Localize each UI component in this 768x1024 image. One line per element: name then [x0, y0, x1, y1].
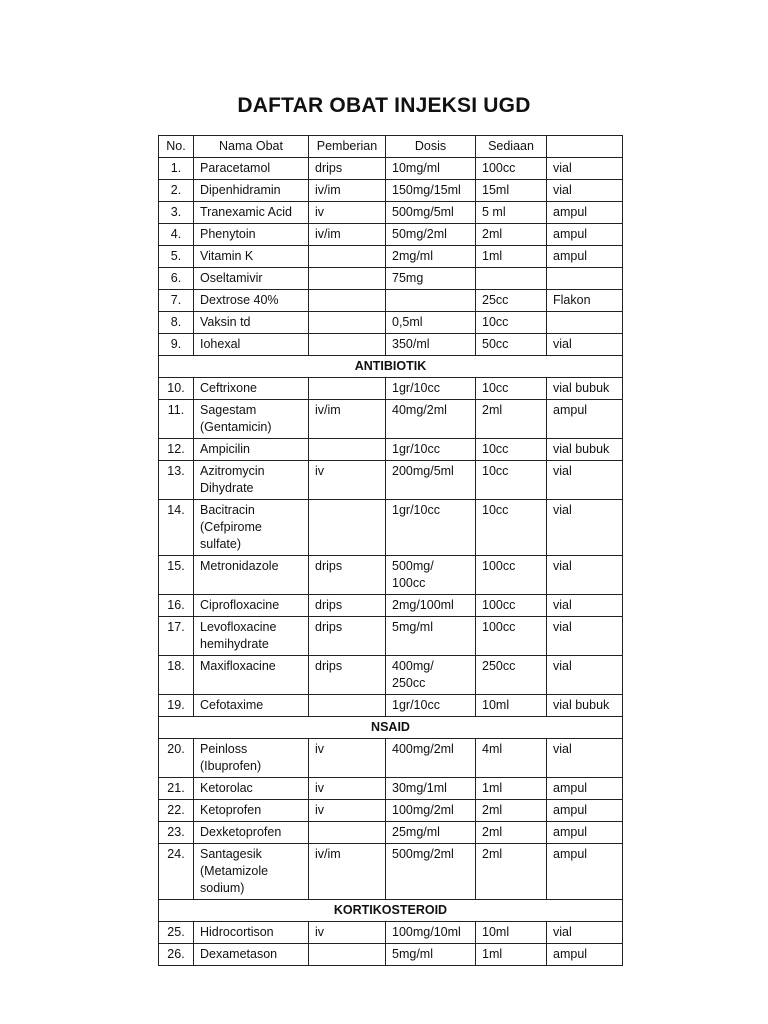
cell-kemasan: vial [547, 922, 623, 944]
cell-sediaan: 2ml [476, 822, 547, 844]
cell-no: 25. [159, 922, 194, 944]
cell-dosis: 500mg/2ml [386, 844, 476, 900]
cell-pemberian: drips [309, 595, 386, 617]
cell-pemberian [309, 500, 386, 556]
header-nama-obat: Nama Obat [194, 136, 309, 158]
cell-pemberian [309, 695, 386, 717]
section-row [159, 717, 623, 739]
cell-sediaan: 2ml [476, 400, 547, 439]
cell-dosis: 5mg/ml [386, 944, 476, 966]
cell-sediaan: 100cc [476, 556, 547, 595]
cell-no: 10. [159, 378, 194, 400]
cell-pemberian: iv [309, 778, 386, 800]
cell-pemberian: drips [309, 617, 386, 656]
cell-sediaan: 5 ml [476, 202, 547, 224]
cell-kemasan: ampul [547, 202, 623, 224]
cell-no: 2. [159, 180, 194, 202]
cell-nama-obat: Ampicilin [194, 439, 309, 461]
cell-sediaan: 100cc [476, 617, 547, 656]
cell-nama-obat: Cefotaxime [194, 695, 309, 717]
cell-dosis: 500mg/5ml [386, 202, 476, 224]
cell-no: 9. [159, 334, 194, 356]
cell-no: 24. [159, 844, 194, 900]
cell-pemberian [309, 378, 386, 400]
table-row [159, 334, 623, 356]
cell-dosis: 200mg/5ml [386, 461, 476, 500]
cell-dosis: 400mg/ 250cc [386, 656, 476, 695]
table-row [159, 202, 623, 224]
cell-sediaan: 10ml [476, 922, 547, 944]
cell-dosis: 2mg/ml [386, 246, 476, 268]
table-row [159, 158, 623, 180]
cell-nama-obat: Vitamin K [194, 246, 309, 268]
cell-pemberian: iv/im [309, 400, 386, 439]
cell-kemasan: vial [547, 595, 623, 617]
cell-pemberian: iv [309, 800, 386, 822]
cell-no: 6. [159, 268, 194, 290]
cell-nama-obat: Ceftrixone [194, 378, 309, 400]
cell-kemasan [547, 312, 623, 334]
header-pemberian: Pemberian [309, 136, 386, 158]
table-row [159, 268, 623, 290]
cell-no: 1. [159, 158, 194, 180]
cell-sediaan: 10cc [476, 500, 547, 556]
table-row [159, 439, 623, 461]
cell-dosis: 150mg/15ml [386, 180, 476, 202]
cell-sediaan: 10ml [476, 695, 547, 717]
cell-sediaan: 250cc [476, 656, 547, 695]
cell-dosis [386, 290, 476, 312]
cell-pemberian: drips [309, 556, 386, 595]
cell-pemberian [309, 334, 386, 356]
cell-kemasan: vial [547, 617, 623, 656]
cell-dosis: 350/ml [386, 334, 476, 356]
cell-sediaan: 100cc [476, 158, 547, 180]
cell-sediaan: 2ml [476, 800, 547, 822]
document-title: DAFTAR OBAT INJEKSI UGD [237, 94, 531, 117]
table-row [159, 378, 623, 400]
cell-no: 17. [159, 617, 194, 656]
cell-pemberian: drips [309, 158, 386, 180]
drug-table [158, 135, 623, 966]
cell-no: 19. [159, 695, 194, 717]
cell-kemasan: ampul [547, 224, 623, 246]
cell-pemberian: iv/im [309, 180, 386, 202]
cell-pemberian: iv/im [309, 224, 386, 246]
cell-kemasan: vial [547, 158, 623, 180]
table-row [159, 822, 623, 844]
cell-nama-obat: Iohexal [194, 334, 309, 356]
cell-dosis: 400mg/2ml [386, 739, 476, 778]
section-heading: NSAID [159, 717, 623, 739]
cell-sediaan: 1ml [476, 944, 547, 966]
cell-no: 15. [159, 556, 194, 595]
cell-sediaan: 15ml [476, 180, 547, 202]
cell-nama-obat: Maxifloxacine [194, 656, 309, 695]
cell-nama-obat: Paracetamol [194, 158, 309, 180]
cell-nama-obat: Metronidazole [194, 556, 309, 595]
cell-dosis: 1gr/10cc [386, 378, 476, 400]
header-kemasan [547, 136, 623, 158]
cell-sediaan [476, 268, 547, 290]
cell-no: 13. [159, 461, 194, 500]
cell-kemasan: vial bubuk [547, 378, 623, 400]
cell-pemberian: drips [309, 656, 386, 695]
cell-pemberian: iv/im [309, 844, 386, 900]
cell-sediaan: 50cc [476, 334, 547, 356]
cell-kemasan: vial [547, 656, 623, 695]
cell-kemasan: ampul [547, 844, 623, 900]
cell-nama-obat: Levofloxacine hemihydrate [194, 617, 309, 656]
cell-kemasan [547, 268, 623, 290]
cell-sediaan: 10cc [476, 439, 547, 461]
cell-kemasan: ampul [547, 800, 623, 822]
cell-no: 21. [159, 778, 194, 800]
cell-nama-obat: Bacitracin (Cefpirome sulfate) [194, 500, 309, 556]
cell-nama-obat: Dexketoprofen [194, 822, 309, 844]
cell-dosis: 100mg/2ml [386, 800, 476, 822]
cell-kemasan: Flakon [547, 290, 623, 312]
cell-kemasan: vial bubuk [547, 695, 623, 717]
cell-pemberian: iv [309, 922, 386, 944]
table-row [159, 778, 623, 800]
cell-sediaan: 10cc [476, 461, 547, 500]
cell-nama-obat: Ciprofloxacine [194, 595, 309, 617]
table-row [159, 844, 623, 900]
cell-no: 26. [159, 944, 194, 966]
table-row [159, 180, 623, 202]
cell-dosis: 5mg/ml [386, 617, 476, 656]
cell-no: 12. [159, 439, 194, 461]
cell-nama-obat: Phenytoin [194, 224, 309, 246]
cell-dosis: 30mg/1ml [386, 778, 476, 800]
cell-dosis: 25mg/ml [386, 822, 476, 844]
table-row [159, 500, 623, 556]
table-row [159, 556, 623, 595]
cell-nama-obat: Oseltamivir [194, 268, 309, 290]
cell-sediaan: 25cc [476, 290, 547, 312]
cell-nama-obat: Hidrocortison [194, 922, 309, 944]
cell-no: 11. [159, 400, 194, 439]
table-row [159, 461, 623, 500]
cell-pemberian [309, 290, 386, 312]
cell-pemberian: iv [309, 739, 386, 778]
table-row [159, 400, 623, 439]
cell-nama-obat: Dipenhidramin [194, 180, 309, 202]
table-row [159, 800, 623, 822]
cell-pemberian [309, 246, 386, 268]
cell-nama-obat: Santagesik (Metamizole sodium) [194, 844, 309, 900]
table-row [159, 944, 623, 966]
cell-kemasan: vial [547, 334, 623, 356]
cell-nama-obat: Tranexamic Acid [194, 202, 309, 224]
cell-kemasan: ampul [547, 778, 623, 800]
cell-sediaan: 100cc [476, 595, 547, 617]
table-row [159, 312, 623, 334]
cell-pemberian [309, 944, 386, 966]
cell-no: 3. [159, 202, 194, 224]
cell-kemasan: ampul [547, 400, 623, 439]
cell-sediaan: 4ml [476, 739, 547, 778]
cell-kemasan: vial bubuk [547, 439, 623, 461]
cell-dosis: 1gr/10cc [386, 439, 476, 461]
header-sediaan: Sediaan [476, 136, 547, 158]
cell-no: 5. [159, 246, 194, 268]
cell-dosis: 100mg/10ml [386, 922, 476, 944]
table-row [159, 617, 623, 656]
cell-pemberian [309, 439, 386, 461]
cell-no: 20. [159, 739, 194, 778]
cell-no: 14. [159, 500, 194, 556]
cell-nama-obat: Peinloss (Ibuprofen) [194, 739, 309, 778]
cell-dosis: 40mg/2ml [386, 400, 476, 439]
cell-dosis: 2mg/100ml [386, 595, 476, 617]
table-row [159, 224, 623, 246]
cell-no: 23. [159, 822, 194, 844]
table-row [159, 695, 623, 717]
cell-kemasan: vial [547, 739, 623, 778]
cell-kemasan: vial [547, 180, 623, 202]
cell-kemasan: ampul [547, 246, 623, 268]
table-row [159, 656, 623, 695]
cell-dosis: 0,5ml [386, 312, 476, 334]
cell-pemberian [309, 268, 386, 290]
section-row [159, 356, 623, 378]
cell-dosis: 10mg/ml [386, 158, 476, 180]
cell-sediaan: 1ml [476, 246, 547, 268]
cell-no: 18. [159, 656, 194, 695]
cell-sediaan: 2ml [476, 844, 547, 900]
cell-dosis: 1gr/10cc [386, 695, 476, 717]
table-row [159, 922, 623, 944]
cell-kemasan: vial [547, 500, 623, 556]
table-row [159, 246, 623, 268]
table-header-row [159, 136, 623, 158]
cell-dosis: 50mg/2ml [386, 224, 476, 246]
cell-kemasan: ampul [547, 944, 623, 966]
table-row [159, 595, 623, 617]
cell-no: 8. [159, 312, 194, 334]
header-dosis: Dosis [386, 136, 476, 158]
header-no: No. [159, 136, 194, 158]
cell-sediaan: 1ml [476, 778, 547, 800]
cell-dosis: 500mg/ 100cc [386, 556, 476, 595]
cell-no: 16. [159, 595, 194, 617]
cell-kemasan: vial [547, 556, 623, 595]
cell-pemberian: iv [309, 461, 386, 500]
cell-pemberian [309, 822, 386, 844]
cell-no: 22. [159, 800, 194, 822]
cell-pemberian [309, 312, 386, 334]
cell-no: 4. [159, 224, 194, 246]
cell-kemasan: ampul [547, 822, 623, 844]
table-row [159, 739, 623, 778]
cell-kemasan: vial [547, 461, 623, 500]
cell-nama-obat: Dexametason [194, 944, 309, 966]
cell-nama-obat: Azitromycin Dihydrate [194, 461, 309, 500]
cell-nama-obat: Ketorolac [194, 778, 309, 800]
cell-dosis: 1gr/10cc [386, 500, 476, 556]
table-body [159, 158, 623, 966]
cell-pemberian: iv [309, 202, 386, 224]
section-heading: ANTIBIOTIK [159, 356, 623, 378]
section-heading: KORTIKOSTEROID [159, 900, 623, 922]
table-row [159, 290, 623, 312]
cell-nama-obat: Ketoprofen [194, 800, 309, 822]
cell-no: 7. [159, 290, 194, 312]
cell-dosis: 75mg [386, 268, 476, 290]
cell-sediaan: 2ml [476, 224, 547, 246]
cell-nama-obat: Sagestam (Gentamicin) [194, 400, 309, 439]
cell-sediaan: 10cc [476, 312, 547, 334]
section-row [159, 900, 623, 922]
cell-nama-obat: Vaksin td [194, 312, 309, 334]
cell-nama-obat: Dextrose 40% [194, 290, 309, 312]
cell-sediaan: 10cc [476, 378, 547, 400]
